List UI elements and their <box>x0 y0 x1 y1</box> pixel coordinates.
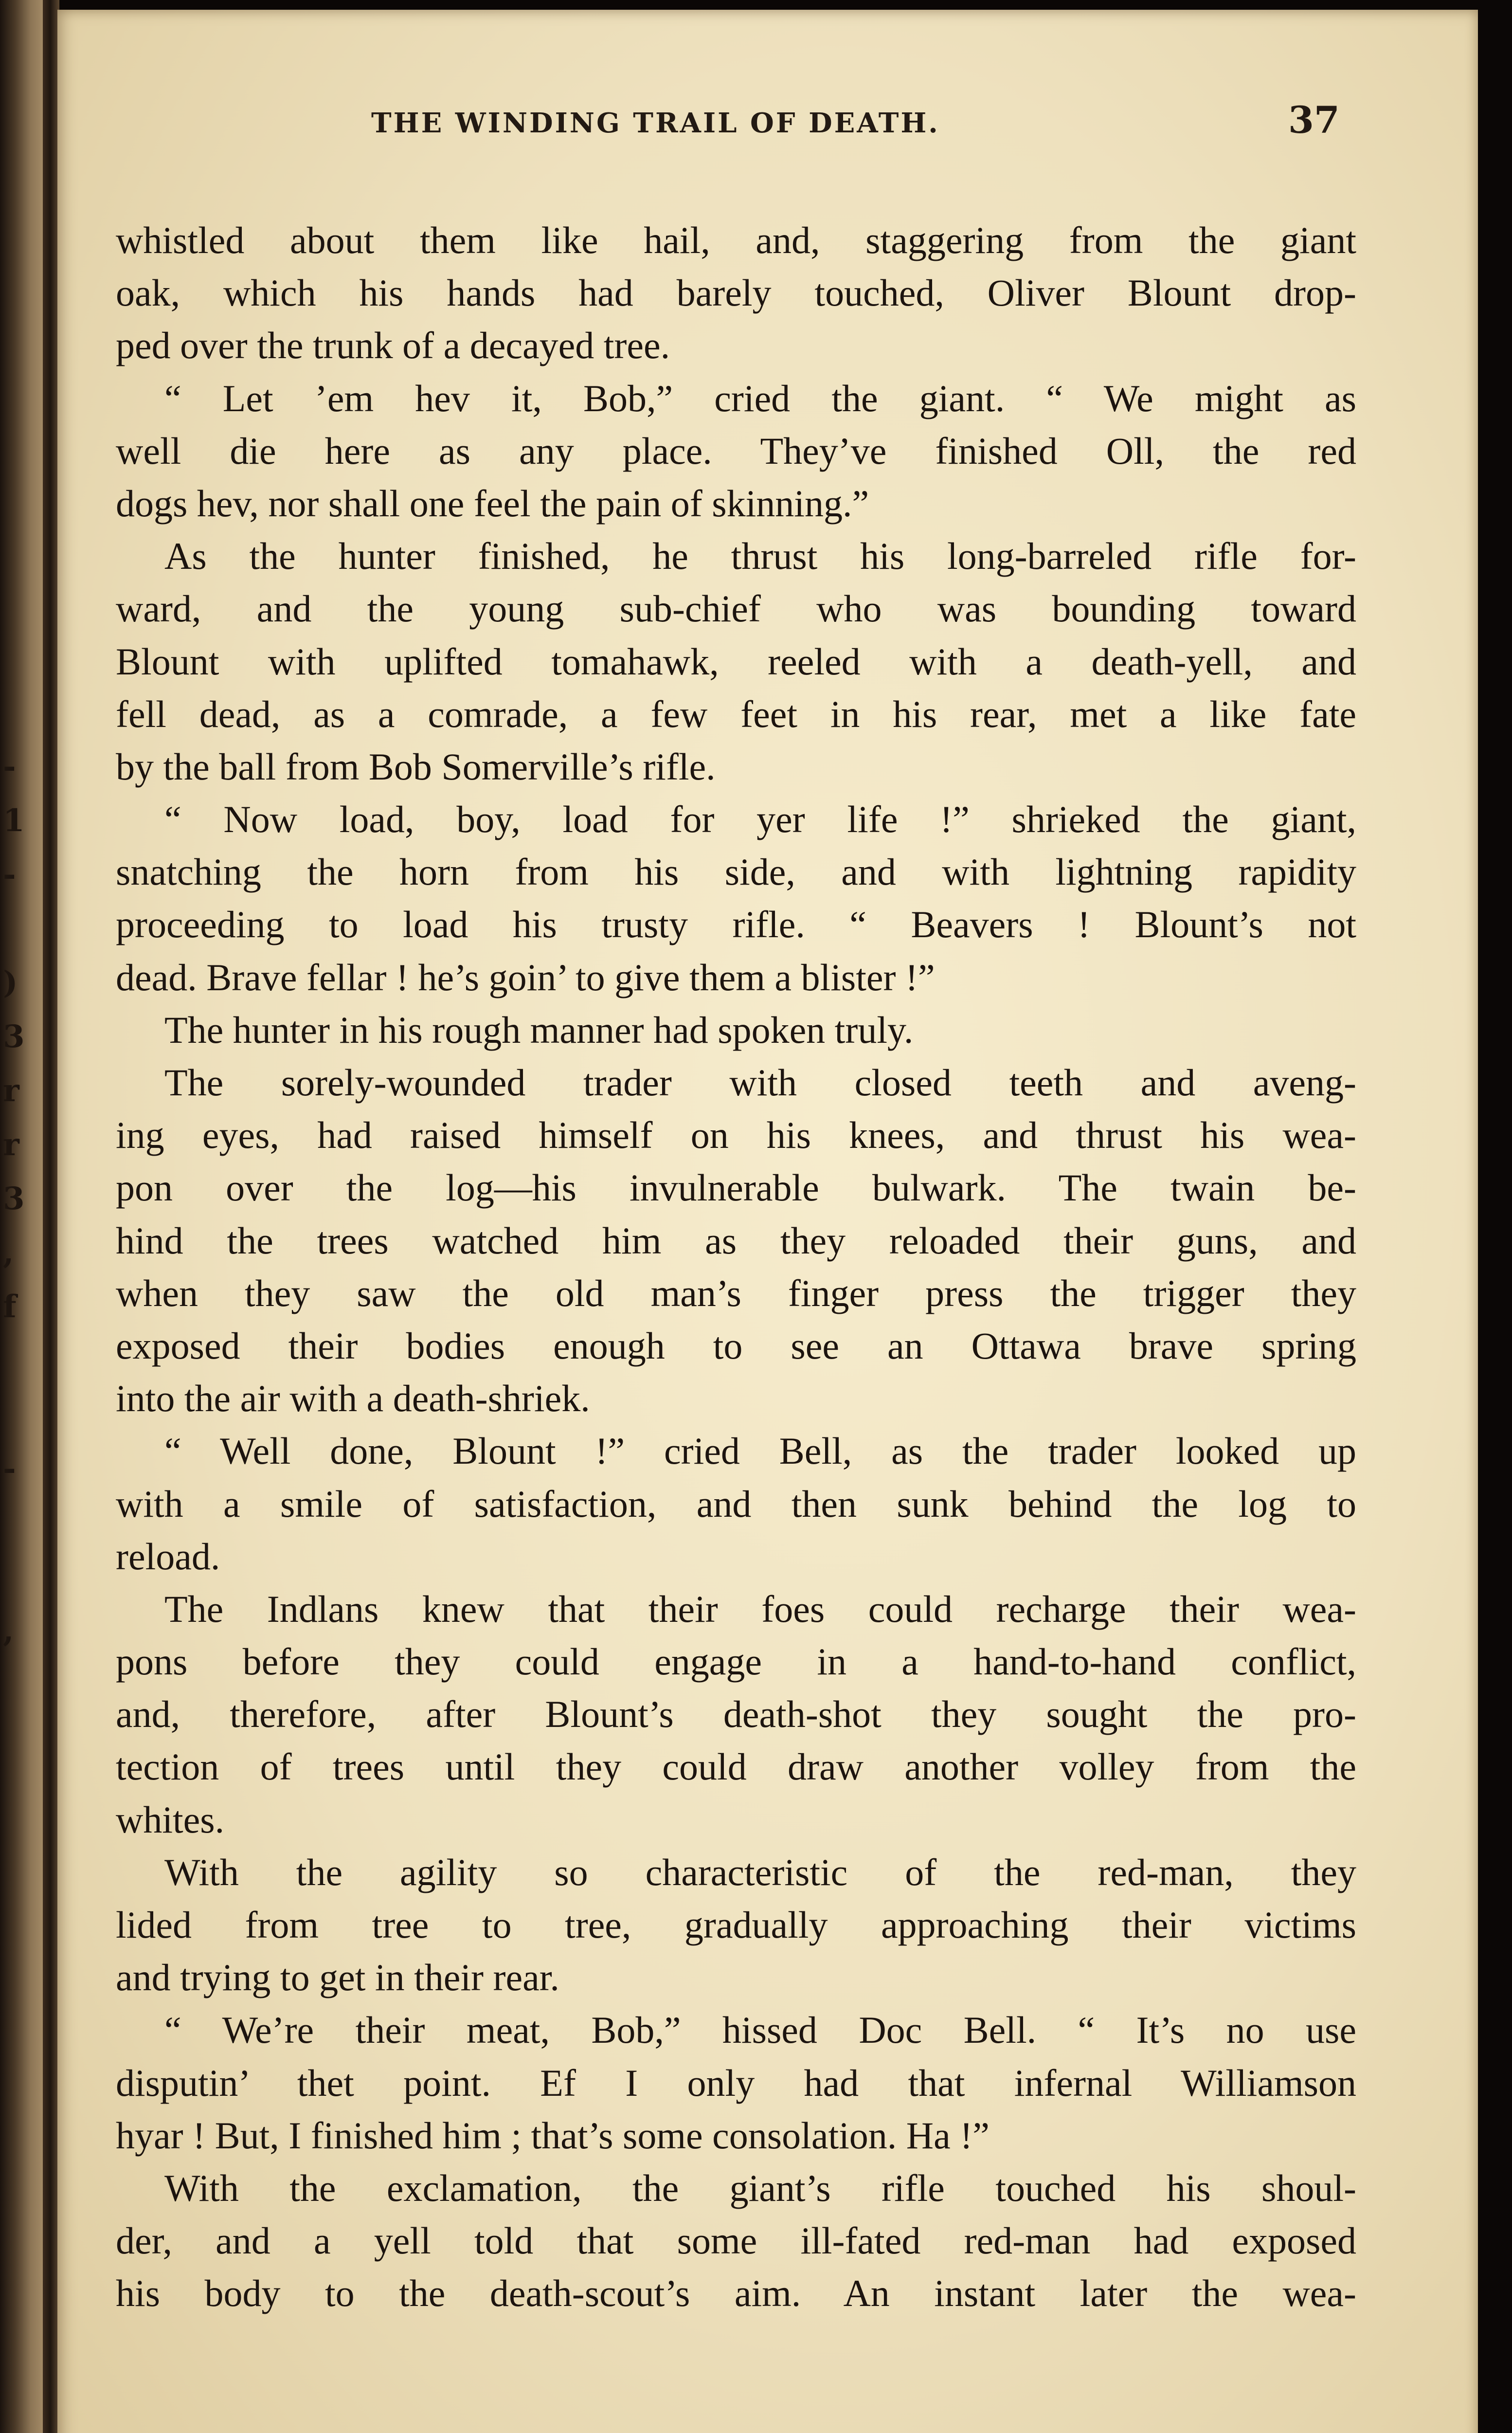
facing-page-fragment <box>3 1334 32 1388</box>
text-line: ing eyes, had raised himself on his knees, and thrust his wea- <box>116 1114 1356 1157</box>
text-line: ward, and the young sub-chief who was bounding toward <box>116 587 1356 630</box>
facing-page-fragment: f <box>3 1289 17 1325</box>
text-line: snatching the horn from his side, and with lightning rapidity <box>116 851 1356 893</box>
text-line: dogs hev, nor shall one feel the pain of skinning.” <box>116 482 869 525</box>
facing-page-letter-fragments <box>3 740 32 1820</box>
facing-page-fragment <box>3 1766 32 1820</box>
page-sheet <box>57 10 1478 2433</box>
text-line: and trying to get in their rear. <box>116 1956 559 1999</box>
facing-page-fragment: - <box>3 748 16 785</box>
body-text <box>116 214 1356 2320</box>
text-line: hyar ! But, I finished him ; that’s some consolation. Ha !” <box>116 2114 990 2157</box>
facing-page-fragment: , <box>3 1613 14 1649</box>
text-line: disputin’ thet point. Ef I only had that infernal Williamson <box>116 2061 1356 2104</box>
facing-page-fragment: 1 <box>3 802 25 839</box>
facing-page-fragment <box>3 1550 32 1604</box>
text-line: ped over the trunk of a decayed tree. <box>116 324 670 367</box>
text-line: The sorely-wounded trader with closed teeth and aveng- <box>164 1061 1356 1104</box>
facing-page-fragment: - <box>3 1451 16 1487</box>
text-line: With the agility so characteristic of the red-man, they <box>164 1851 1356 1893</box>
text-line: pons before they could engage in a hand-to-hand conflict, <box>116 1640 1356 1683</box>
text-line: “ Now load, boy, load for yer life !” shrieked the giant, <box>164 798 1356 841</box>
text-line: whites. <box>116 1798 225 1841</box>
text-line: his body to the death-scout’s aim. An instant later the wea- <box>116 2272 1356 2315</box>
facing-page-fragment <box>3 902 32 956</box>
running-head: THE WINDING TRAIL OF DEATH. <box>371 107 940 139</box>
text-line: with a smile of satisfaction, and then sunk behind the log to <box>116 1482 1356 1525</box>
text-line: The hunter in his rough manner had spoken truly. <box>164 1008 914 1051</box>
book-gutter <box>43 0 59 2433</box>
facing-page-edge <box>0 0 44 2433</box>
text-line: “ Well done, Blount !” cried Bell, as the trader looked up <box>164 1430 1356 1472</box>
text-line: into the air with a death-shriek. <box>116 1377 590 1420</box>
text-line: As the hunter finished, he thrust his long-barreled rifle for- <box>164 535 1356 578</box>
text-line: fell dead, as a comrade, a few feet in his rear, met a like fate <box>116 692 1356 735</box>
text-line: reload. <box>116 1535 220 1578</box>
facing-page-fragment <box>3 1496 32 1550</box>
text-line: oak, which his hands had barely touched, Oliver Blount drop- <box>116 272 1356 314</box>
text-line: and, therefore, after Blount’s death-shot they sought the pro- <box>116 1693 1356 1736</box>
text-line: “ We’re their meat, Bob,” hissed Doc Bell. “ It’s no use <box>164 2009 1356 2052</box>
facing-page-fragment <box>3 1658 32 1712</box>
text-line: dead. Brave fellar ! he’s goin’ to give them a blister !” <box>116 956 935 999</box>
text-line: With the exclamation, the giant’s rifle touched his shoul- <box>164 2166 1356 2209</box>
text-line: tection of trees until they could draw another volley from the <box>116 1745 1356 1788</box>
text-line: Blount with uplifted tomahawk, reeled with a death-yell, and <box>116 640 1356 683</box>
facing-page-fragment <box>3 1712 32 1766</box>
text-line: der, and a yell told that some ill-fated red-man had exposed <box>116 2219 1356 2262</box>
facing-page-fragment: , <box>3 1235 14 1271</box>
facing-page-fragment: 3 <box>3 1018 25 1055</box>
text-line: hind the trees watched him as they reloaded their guns, and <box>116 1219 1356 1262</box>
text-line: “ Let ’em hev it, Bob,” cried the giant. “ We might as <box>164 377 1356 419</box>
text-line: pon over the log—his invulnerable bulwark. The twain be- <box>116 1166 1356 1209</box>
text-line: when they saw the old man’s finger press the trigger they <box>116 1271 1356 1314</box>
facing-page-fragment: - <box>3 856 16 893</box>
text-line: proceeding to load his trusty rifle. “ Beavers ! Blount’s not <box>116 903 1356 946</box>
facing-page-fragment: 3 <box>3 1180 25 1217</box>
text-line: by the ball from Bob Somerville’s rifle. <box>116 745 716 788</box>
text-line: lided from tree to tree, gradually approaching their victims <box>116 1904 1356 1946</box>
facing-page-fragment: r <box>3 1072 19 1109</box>
page-number: 37 <box>1288 98 1340 142</box>
text-line: whistled about them like hail, and, staggering from the giant <box>116 219 1356 261</box>
text-line: The Indlans knew that their foes could recharge their wea- <box>164 1587 1356 1630</box>
facing-page-fragment <box>3 1388 32 1442</box>
text-line: exposed their bodies enough to see an Ottawa brave spring <box>116 1324 1356 1367</box>
facing-page-fragment: r <box>3 1126 19 1163</box>
text-line: well die here as any place. They’ve finished Oll, the red <box>116 429 1356 472</box>
facing-page-fragment: ) <box>3 964 18 1001</box>
